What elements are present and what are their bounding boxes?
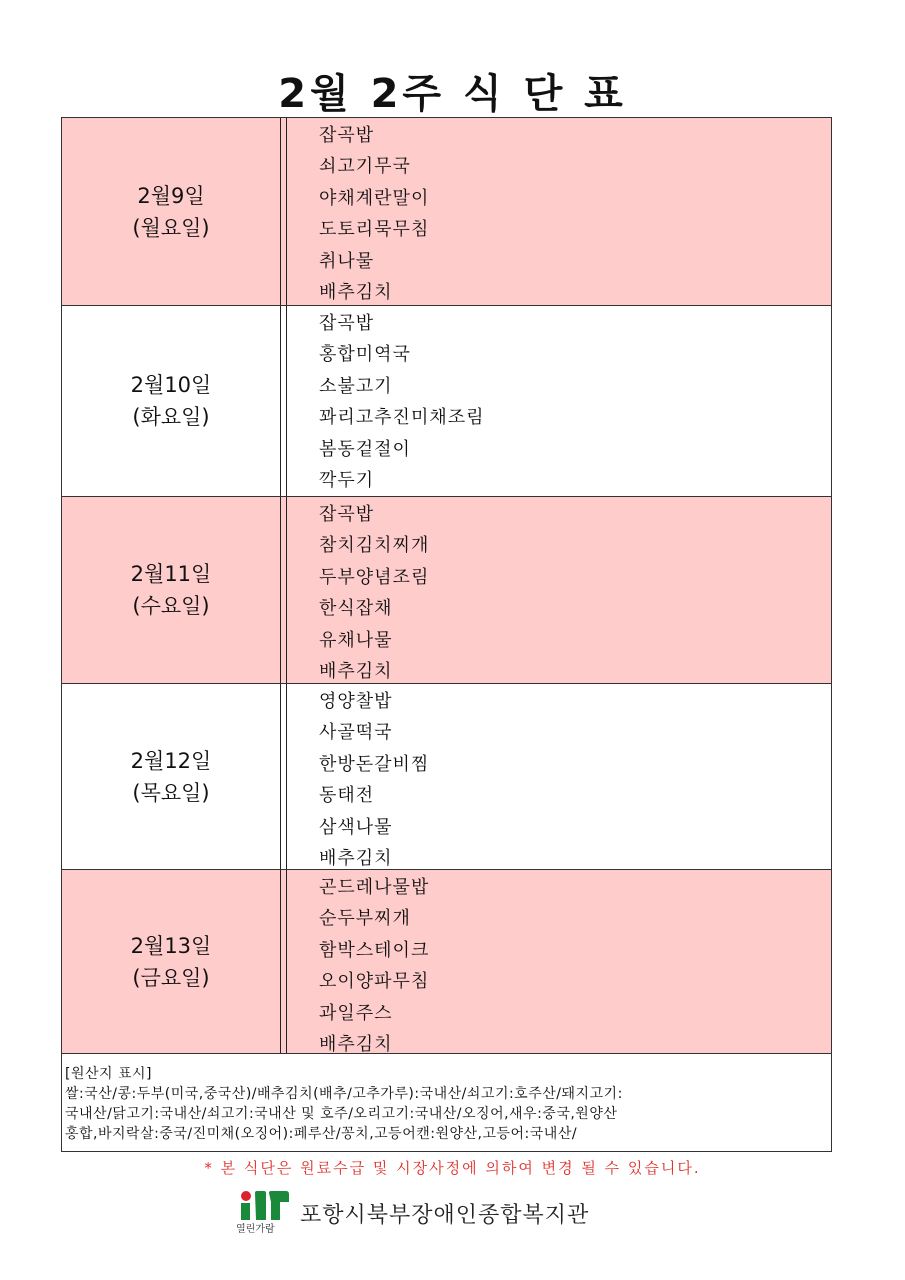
menu-item: 야채계란말이 xyxy=(319,187,430,209)
date-label: 2월11일 xyxy=(130,562,212,586)
menu-item: 한식잡채 xyxy=(319,598,393,620)
menu-items xyxy=(319,120,429,308)
menu-item: 과일주스 xyxy=(319,1002,393,1024)
footer xyxy=(236,1188,589,1238)
menu-item: 동태전 xyxy=(319,785,375,807)
organization-logo xyxy=(236,1190,292,1236)
date-label: 2월13일 xyxy=(130,933,212,958)
menu-item: 잡곡밥 xyxy=(319,504,375,525)
day-row-tuesday xyxy=(61,305,832,496)
menu-item: 두부양념조림 xyxy=(319,566,430,588)
weekday-label: (목요일) xyxy=(132,780,210,805)
change-notice: * 본 식단은 원료수급 및 시장사정에 의하여 변경 될 수 있습니다. xyxy=(204,1159,701,1177)
date-cell xyxy=(62,306,280,496)
date-label: 2월12일 xyxy=(130,748,212,773)
origin-heading: [원산지 표시] xyxy=(65,1066,152,1082)
weekday-label: (월요일) xyxy=(132,215,210,240)
menu-item: 배추김치 xyxy=(319,660,393,682)
date-label: 2월9일 xyxy=(137,183,205,208)
date-cell xyxy=(62,684,280,869)
date-cell xyxy=(62,118,280,305)
origin-label-box xyxy=(61,1053,832,1152)
column-separator xyxy=(280,684,287,869)
menu-item: 참치김치찌개 xyxy=(319,535,430,557)
menu-item: 쇠고기무국 xyxy=(319,156,411,178)
menu-item: 잡곡밥 xyxy=(319,313,375,334)
menu-item: 깍두기 xyxy=(319,469,375,491)
menu-item: 삼색나물 xyxy=(319,816,393,838)
date-label: 2월10일 xyxy=(130,373,212,397)
menu-items xyxy=(319,686,429,874)
column-separator xyxy=(280,306,287,496)
menu-item: 함박스테이크 xyxy=(319,939,430,961)
origin-line: 쌀:국산/콩:두부(미국,중국산)/배추김치(배추/고추가루):국내산/쇠고기:호주산/돼지고기: xyxy=(65,1086,623,1102)
menu-item: 홍합미역국 xyxy=(319,344,411,366)
menu-items xyxy=(319,872,429,1060)
column-separator xyxy=(280,870,287,1053)
menu-item: 유채나물 xyxy=(319,629,393,651)
menu-item: 배추김치 xyxy=(319,1033,393,1055)
menu-item: 꽈리고추진미채조림 xyxy=(319,407,485,429)
menu-table xyxy=(61,117,832,1053)
menu-item: 영양찰밥 xyxy=(319,691,393,712)
menu-item: 한방돈갈비찜 xyxy=(319,753,430,775)
menu-item: 배추김치 xyxy=(319,281,393,303)
weekday-label: (화요일) xyxy=(132,405,210,429)
column-separator xyxy=(280,118,287,305)
menu-items xyxy=(319,308,485,496)
menu-items xyxy=(319,499,429,687)
menu-item: 잡곡밥 xyxy=(319,125,375,146)
weekday-label: (수요일) xyxy=(132,594,210,618)
column-separator xyxy=(280,497,287,683)
date-cell xyxy=(62,497,280,683)
organization-name: 포항시북부장애인종합복지관 xyxy=(300,1202,590,1228)
date-cell xyxy=(62,870,280,1053)
menu-item: 봄동겉절이 xyxy=(319,438,411,460)
origin-line: 국내산/닭고기:국내산/쇠고기:국내산 및 호주/오리고기:국내산/오징어,새우:중국,원양산 xyxy=(65,1106,618,1122)
logo-icon xyxy=(238,1190,290,1220)
menu-item: 곤드레나물밥 xyxy=(319,877,430,898)
menu-item: 소불고기 xyxy=(319,375,393,397)
origin-line: 홍합,바지락살:중국/진미채(오징어):페루산/꽁치,고등어캔:원양산,고등어:국내산/ xyxy=(65,1126,578,1142)
menu-item: 취나물 xyxy=(319,250,375,272)
logo-text: 열린가람 xyxy=(236,1224,275,1235)
day-row-wednesday xyxy=(61,496,832,683)
menu-item: 사골떡국 xyxy=(319,722,393,744)
day-row-thursday xyxy=(61,683,832,869)
weekday-label: (금요일) xyxy=(132,965,210,990)
menu-item: 오이양파무침 xyxy=(319,971,430,993)
menu-item: 순두부찌개 xyxy=(319,908,411,930)
page-title: 2월 2주 식 단 표 xyxy=(278,71,627,117)
menu-item: 도토리묵무침 xyxy=(319,219,430,241)
menu-item: 배추김치 xyxy=(319,847,393,869)
day-row-friday xyxy=(61,869,832,1053)
day-row-monday xyxy=(61,117,832,305)
